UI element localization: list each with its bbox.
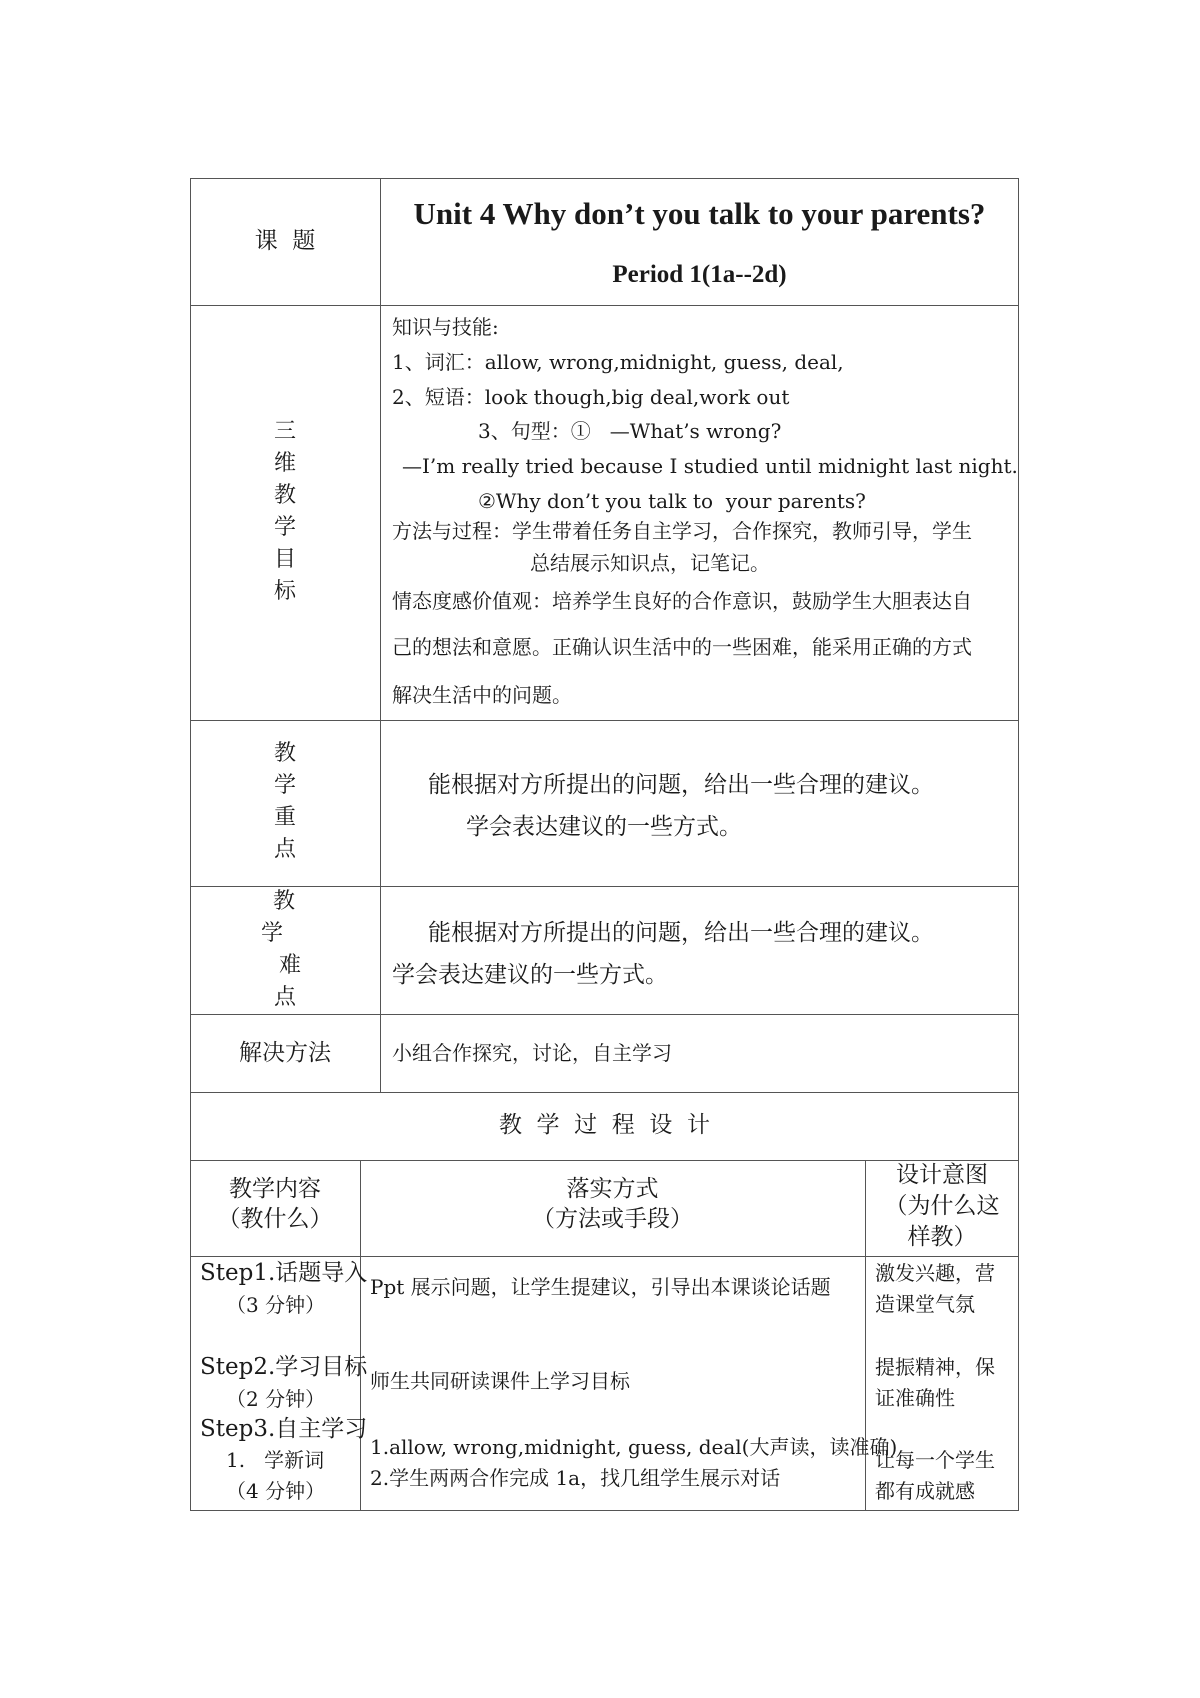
pattern-line-2: ②Why don’t you talk to your parents?	[478, 489, 866, 513]
method-line: 方法与过程：学生带着任务自主学习，合作探究，教师引导，学生	[392, 519, 972, 543]
vocab-line: 1、词汇：allow, wrong,midnight, guess, deal,	[392, 350, 844, 374]
step3-sub: 1. 学新词	[226, 1448, 325, 1472]
column-divider	[380, 178, 381, 1092]
col-header-content-sub: （教什么）	[217, 1206, 333, 1232]
label-char: 维	[273, 451, 296, 476]
col-header-intent-sub: （为什么这	[884, 1193, 1000, 1219]
header-label: 课 题	[254, 228, 316, 254]
col-header-method-sub: （方法或手段）	[532, 1206, 693, 1232]
step1-method: Ppt 展示问题，让学生提建议，引导出本课谈论话题	[370, 1275, 831, 1299]
label-char: 教	[273, 483, 296, 508]
label-char: 教	[273, 741, 296, 766]
page-title: Unit 4 Why don’t you talk to your parents?	[413, 196, 986, 231]
row-divider	[190, 1256, 1019, 1257]
step3-time: （4 分钟）	[226, 1479, 326, 1503]
step3-title: Step3.自主学习	[200, 1416, 368, 1442]
solution-value: 小组合作探究，讨论，自主学习	[392, 1041, 672, 1065]
row-divider	[190, 1160, 1019, 1161]
step3-intent: 让每一个学生	[875, 1448, 995, 1472]
difficult-point-line: 能根据对方所提出的问题，给出一些合理的建议。	[428, 920, 934, 946]
row-divider	[190, 1014, 1019, 1015]
key-point-line: 学会表达建议的一些方式。	[466, 814, 742, 840]
label-char: 标	[273, 579, 296, 604]
step1-intent: 激发兴趣，营	[875, 1261, 995, 1285]
difficult-point-line: 学会表达建议的一些方式。	[392, 962, 668, 988]
step2-title: Step2.学习目标	[200, 1354, 368, 1380]
label-char: 学	[273, 773, 296, 798]
pattern-answer: —I’m really tried because I studied until midnight last night.	[402, 454, 1018, 478]
label-char: 重	[273, 805, 296, 830]
difficult-points-label	[190, 886, 380, 1014]
step2-time: （2 分钟）	[226, 1387, 326, 1411]
emotion-line: 情态度感价值观：培养学生良好的合作意识，鼓励学生大胆表达自	[392, 589, 972, 613]
label-char: 难	[278, 953, 301, 978]
phrases-line: 2、短语：look though,big deal,work out	[392, 385, 790, 409]
emotion-line: 己的想法和意愿。正确认识生活中的一些困难，能采用正确的方式	[392, 635, 972, 659]
step1-title: Step1.话题导入	[200, 1260, 368, 1286]
label-char: 点	[273, 837, 296, 862]
period-subtitle: Period 1(1a--2d)	[612, 261, 787, 288]
col-header-intent-sub: 样教）	[907, 1224, 977, 1250]
method-line: 总结展示知识点，记笔记。	[530, 551, 770, 575]
label-char: 三	[273, 419, 296, 444]
step1-time: （3 分钟）	[226, 1293, 326, 1317]
process-heading: 教 学 过 程 设 计	[498, 1112, 711, 1138]
knowledge-heading: 知识与技能:	[392, 315, 499, 339]
step3-method: 2.学生两两合作完成 1a，找几组学生展示对话	[370, 1466, 781, 1490]
label-char: 点	[273, 985, 296, 1010]
step2-method: 师生共同研读课件上学习目标	[370, 1369, 630, 1393]
step2-intent: 证准确性	[875, 1386, 955, 1410]
col-header-content: 教学内容	[229, 1176, 321, 1202]
label-char: 目	[273, 547, 296, 572]
key-point-line: 能根据对方所提出的问题，给出一些合理的建议。	[428, 772, 934, 798]
objectives-label	[190, 416, 380, 608]
step3-method: 1.allow, wrong,midnight, guess, deal(大声读，读准确)	[370, 1435, 898, 1459]
row-divider	[190, 305, 1019, 306]
step2-intent: 提振精神，保	[875, 1355, 995, 1379]
col-header-method: 落实方式	[566, 1176, 659, 1202]
label-char: 学	[273, 515, 296, 540]
key-points-label	[190, 738, 380, 866]
solution-label: 解决方法	[239, 1040, 331, 1066]
pattern-line-1: 3、句型：① —What’s wrong?	[478, 419, 782, 443]
label-char: 教	[272, 889, 295, 914]
row-divider	[190, 1092, 1019, 1093]
step1-intent: 造课堂气氛	[875, 1292, 975, 1316]
emotion-line: 解决生活中的问题。	[392, 683, 572, 707]
step3-intent: 都有成就感	[875, 1479, 975, 1503]
col-header-intent: 设计意图	[896, 1162, 988, 1188]
row-divider	[190, 720, 1019, 721]
label-char: 学	[260, 921, 283, 946]
